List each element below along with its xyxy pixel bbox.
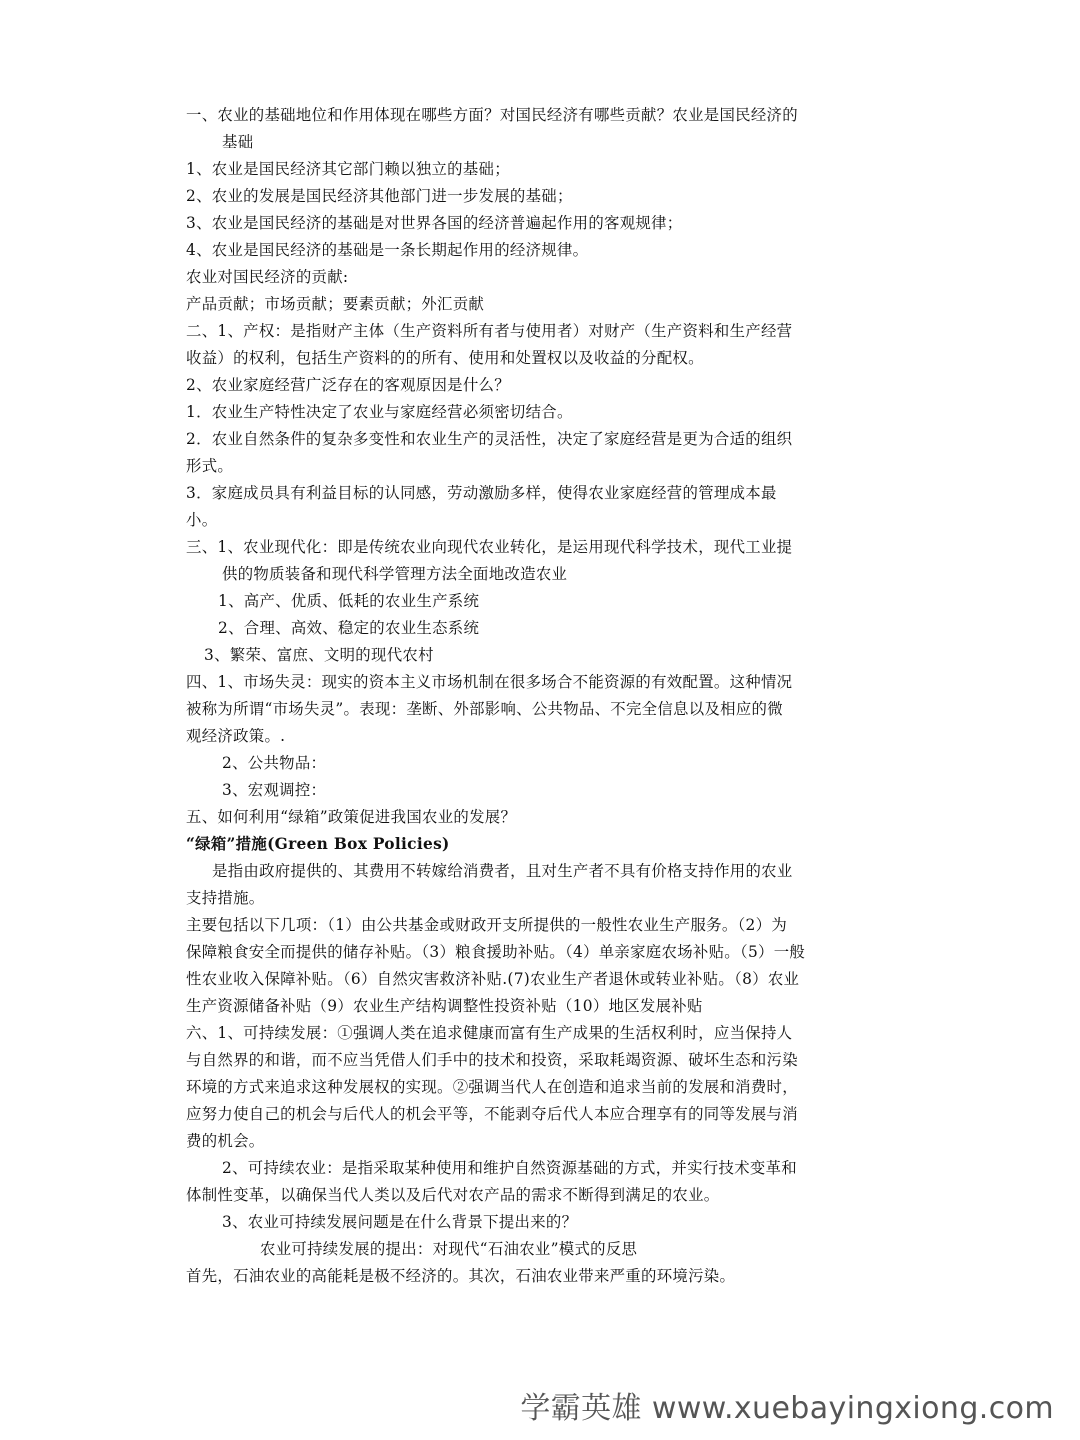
text-line: 1、农业是国民经济其它部门赖以独立的基础； [186,160,510,178]
document-body [186,102,886,1290]
text-line: 4、农业是国民经济的基础是一条长期起作用的经济规律。 [186,241,589,259]
text-line: “绿箱”措施(Green Box Policies) [186,835,450,853]
text-line: 供的物质装备和现代科学管理方法全面地改造农业 [222,565,568,583]
text-line: 2、可持续农业：是指采取某种使用和维护自然资源基础的方式，并实行技术变革和 [222,1159,797,1177]
text-line: 收益）的权利，包括生产资料的的所有、使用和处置权以及收益的分配权。 [186,349,704,367]
text-line: 2、合理、高效、稳定的农业生态系统 [218,619,480,637]
text-line: 小。 [186,511,218,529]
text-line: 首先，石油农业的高能耗是极不经济的。其次，石油农业带来严重的环境污染。 [186,1267,736,1285]
text-line: 环境的方式来追求这种发展权的实现。②强调当代人在创造和追求当前的发展和消费时， [186,1078,798,1096]
text-line: 一、农业的基础地位和作用体现在哪些方面？对国民经济有哪些贡献？农业是国民经济的 [186,106,798,124]
text-line: 性农业收入保障补贴。（6）自然灾害救济补贴.(7)农业生产者退休或转业补贴。（8）农业 [186,970,800,988]
text-line: 费的机会。 [186,1132,265,1150]
text-line: 观经济政策。. [186,727,286,745]
text-line: 被称为所谓“市场失灵”。表现：垄断、外部影响、公共物品、不完全信息以及相应的微 [186,700,783,718]
text-line: 3．家庭成员具有利益目标的认同感，劳动激励多样，使得农业家庭经营的管理成本最 [186,484,777,502]
text-line: 体制性变革，以确保当代人类以及后代对农产品的需求不断得到满足的农业。 [186,1186,720,1204]
text-line: 支持措施。 [186,889,265,907]
text-line: 六、1、可持续发展：①强调人类在追求健康而富有生产成果的生活权利时，应当保持人 [186,1024,793,1042]
text-line: 2、农业家庭经营广泛存在的客观原因是什么？ [186,376,510,394]
text-line: 1．农业生产特性决定了农业与家庭经营必须密切结合。 [186,403,573,421]
footer-watermark: 学霸英雄 www.xuebayingxiong.com [520,1391,1054,1426]
text-line: 农业可持续发展的提出：对现代“石油农业”模式的反思 [260,1240,638,1258]
text-line: 3、繁荣、富庶、文明的现代农村 [204,646,434,664]
text-line: 生产资源储备补贴（9）农业生产结构调整性投资补贴（10）地区发展补贴 [186,997,703,1015]
text-line: 3、农业可持续发展问题是在什么背景下提出来的？ [222,1213,578,1231]
text-line: 二、1、产权：是指财产主体（生产资料所有者与使用者）对财产（生产资料和生产经营 [186,322,793,340]
text-line: 五、如何利用“绿箱”政策促进我国农业的发展？ [186,808,517,826]
text-line: 3、农业是国民经济的基础是对世界各国的经济普遍起作用的客观规律； [186,214,683,232]
text-line: 基础 [222,133,254,151]
text-line: 产品贡献；市场贡献；要素贡献；外汇贡献 [186,295,485,313]
text-line: 2、公共物品： [222,754,327,772]
text-line: 保障粮食安全而提供的储存补贴。（3）粮食援助补贴。（4）单亲家庭农场补贴。（5）一般 [186,943,806,961]
text-line: 三、1、农业现代化：即是传统农业向现代农业转化，是运用现代科学技术，现代工业提 [186,538,793,556]
text-line: 3、宏观调控： [222,781,327,799]
text-line: 四、1、市场失灵：现实的资本主义市场机制在很多场合不能资源的有效配置。这种情况 [186,673,793,691]
text-line: 2．农业自然条件的复杂多变性和农业生产的灵活性，决定了家庭经营是更为合适的组织 [186,430,793,448]
text-line: 2、农业的发展是国民经济其他部门进一步发展的基础； [186,187,573,205]
text-line: 1、高产、优质、低耗的农业生产系统 [218,592,480,610]
text-line: 形式。 [186,457,234,475]
text-line: 与自然界的和谐，而不应当凭借人们手中的技术和投资，采取耗竭资源、破坏生态和污染 [186,1051,798,1069]
text-line: 农业对国民经济的贡献: [186,268,349,286]
text-line: 是指由政府提供的、其费用不转嫁给消费者，且对生产者不具有价格支持作用的农业 [212,862,793,880]
text-line: 应努力使自己的机会与后代人的机会平等，不能剥夺后代人本应合理享有的同等发展与消 [186,1105,798,1123]
text-line: 主要包括以下几项：（1）由公共基金或财政开支所提供的一般性农业生产服务。（2）为 [186,916,788,934]
